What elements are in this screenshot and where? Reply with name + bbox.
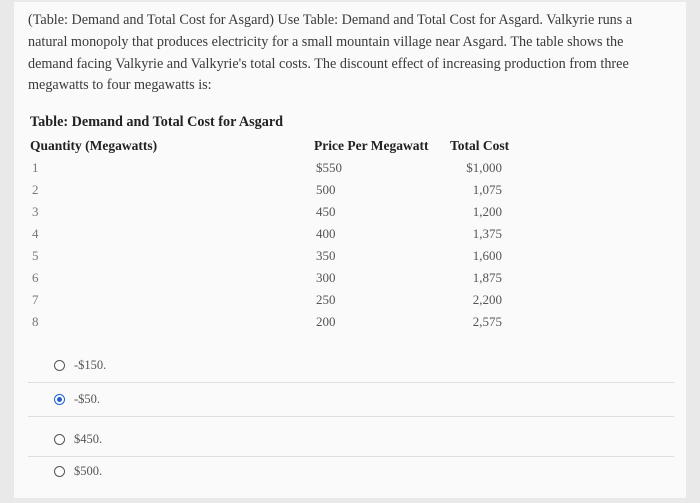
header-quantity: Quantity (Megawatts) [30,138,158,153]
cell-quantity: 4 [32,226,39,241]
cell-total-cost: 1,075 [472,182,502,197]
option-label: -$150. [74,358,107,372]
cell-quantity: 2 [32,182,39,197]
cell-total-cost: $1,000 [466,160,502,175]
answer-option-b[interactable] [28,384,674,417]
cell-total-cost: 2,200 [472,292,502,307]
radio-button[interactable] [54,434,65,445]
cell-price: 400 [316,226,336,241]
cell-quantity: 7 [32,292,39,307]
header-price: Price Per Megawatt [314,138,429,153]
question-card [14,2,686,498]
question-text: (Table: Demand and Total Cost for Asgard) Use Table: Demand and Total Cost for Asgard. Valkyrie runs a natural monopoly that produces electricity for a small mountain village near Asgard. The table shows the demand facing Valkyrie and Valkyrie's total costs. The discount effect of increasing production from three megawatts to four megawatts is: [28,12,633,94]
radio-button[interactable] [54,360,65,371]
cell-total-cost: 2,575 [472,314,502,329]
cell-quantity: 6 [32,270,39,285]
cell-price: 350 [316,248,336,263]
cell-price: 300 [316,270,336,285]
cell-price: 200 [316,314,336,329]
cell-quantity: 3 [32,204,39,219]
table-title: Table: Demand and Total Cost for Asgard [30,114,284,130]
radio-button-selected[interactable] [54,394,65,405]
cell-total-cost: 1,600 [472,248,502,263]
cell-price: 450 [316,204,336,219]
answer-option-c[interactable] [28,424,674,457]
option-label: -$50. [74,392,101,406]
radio-button[interactable] [54,466,65,477]
answer-option-d[interactable] [28,456,674,488]
cell-quantity: 1 [32,160,39,175]
cell-quantity: 5 [32,248,39,263]
cell-total-cost: 1,375 [472,226,502,241]
cell-price: $550 [316,160,342,175]
cell-price: 250 [316,292,336,307]
cell-total-cost: 1,875 [472,270,502,285]
answer-option-a[interactable] [28,350,674,383]
cell-quantity: 8 [32,314,39,329]
cell-price: 500 [316,182,336,197]
header-total-cost: Total Cost [450,138,510,153]
cell-total-cost: 1,200 [472,204,502,219]
option-label: $450. [74,432,103,446]
option-label: $500. [74,464,103,478]
